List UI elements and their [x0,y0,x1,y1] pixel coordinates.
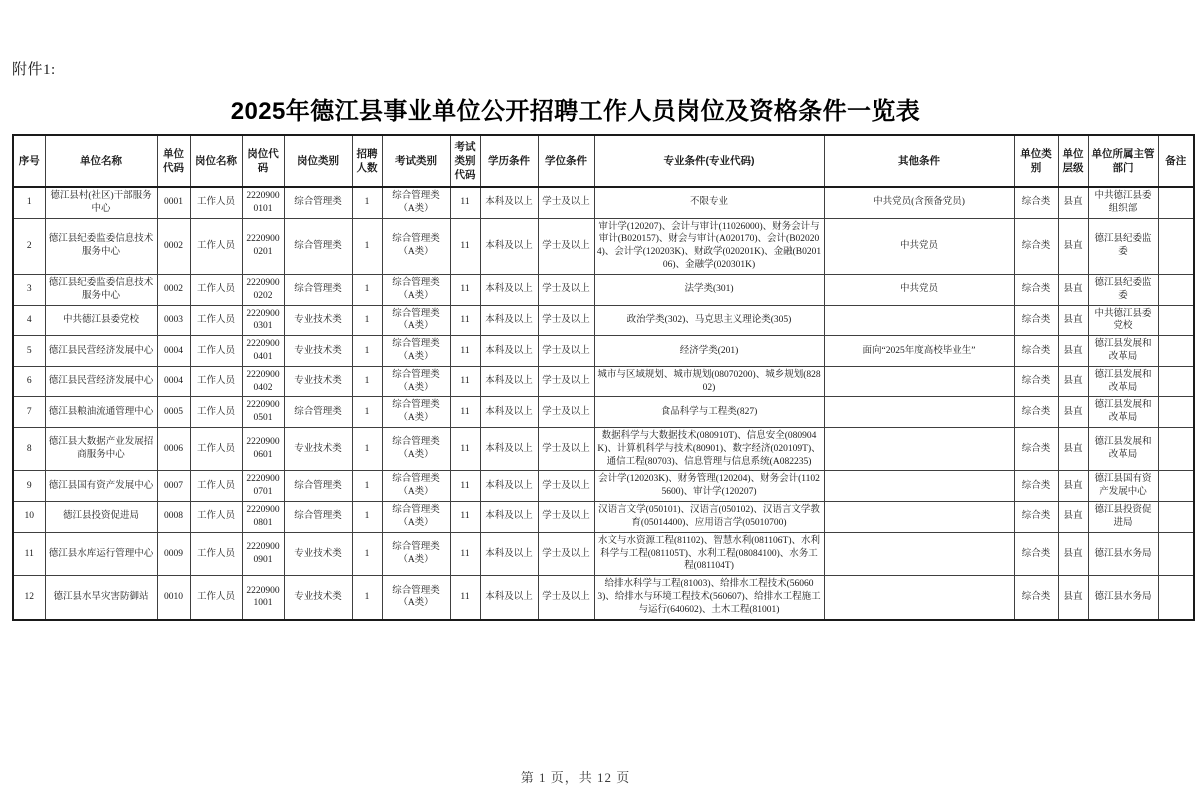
cell-exam-type: 综合管理类（A类） [382,305,450,336]
cell-post-code: 22209000401 [242,336,284,367]
col-header-major: 专业条件(专业代码) [594,135,824,187]
cell-other: 中共党员 [824,218,1014,274]
col-header-recruit-num: 招聘人数 [352,135,382,187]
table-row [13,532,1194,575]
cell-degree: 学士及以上 [538,187,594,218]
cell-education: 本科及以上 [480,366,538,397]
cell-post-name: 工作人员 [190,428,242,471]
cell-post-type: 综合管理类 [284,397,352,428]
table-row [13,218,1194,274]
cell-unit-level: 县直 [1058,428,1088,471]
cell-post-code: 22209000901 [242,532,284,575]
table-row [13,428,1194,471]
cell-dept: 德江县发展和改革局 [1088,336,1158,367]
cell-exam-type: 综合管理类（A类） [382,576,450,620]
cell-other [824,502,1014,533]
cell-post-name: 工作人员 [190,187,242,218]
cell-post-code: 22209000402 [242,366,284,397]
cell-post-code: 22209000201 [242,218,284,274]
cell-unit-name: 德江县纪委监委信息技术服务中心 [45,274,157,305]
cell-recruit-num: 1 [352,428,382,471]
cell-degree: 学士及以上 [538,305,594,336]
cell-post-name: 工作人员 [190,218,242,274]
cell-major: 给排水科学与工程(81003)、给排水工程技术(560603)、给排水与环境工程技术(560607)、给排水工程施工与运行(640602)、土木工程(81001) [594,576,824,620]
col-header-remark: 备注 [1158,135,1194,187]
cell-unit-level: 县直 [1058,305,1088,336]
cell-post-name: 工作人员 [190,502,242,533]
cell-unit-level: 县直 [1058,471,1088,502]
cell-degree: 学士及以上 [538,502,594,533]
cell-unit-type: 综合类 [1014,305,1058,336]
cell-exam-type: 综合管理类（A类） [382,471,450,502]
cell-unit-level: 县直 [1058,187,1088,218]
cell-other: 中共党员 [824,274,1014,305]
cell-recruit-num: 1 [352,532,382,575]
cell-exam-type: 综合管理类（A类） [382,366,450,397]
cell-unit-name: 德江县粮油流通管理中心 [45,397,157,428]
table-row [13,305,1194,336]
cell-exam-type: 综合管理类（A类） [382,336,450,367]
cell-unit-code: 0002 [157,274,190,305]
cell-post-name: 工作人员 [190,471,242,502]
cell-major: 经济学类(201) [594,336,824,367]
cell-seq: 10 [13,502,45,533]
col-header-unit-type: 单位类别 [1014,135,1058,187]
col-header-unit-name: 单位名称 [45,135,157,187]
cell-dept: 德江县发展和改革局 [1088,366,1158,397]
cell-post-name: 工作人员 [190,576,242,620]
cell-other: 中共党员(含预备党员) [824,187,1014,218]
cell-post-type: 综合管理类 [284,502,352,533]
cell-major: 不限专业 [594,187,824,218]
cell-unit-code: 0003 [157,305,190,336]
cell-unit-code: 0005 [157,397,190,428]
cell-post-name: 工作人员 [190,336,242,367]
cell-exam-code: 11 [450,305,480,336]
cell-post-code: 22209000601 [242,428,284,471]
cell-exam-type: 综合管理类（A类） [382,532,450,575]
cell-exam-code: 11 [450,502,480,533]
col-header-unit-level: 单位层级 [1058,135,1088,187]
cell-post-name: 工作人员 [190,305,242,336]
cell-other [824,397,1014,428]
page-footer: 第 1 页，共 12 页 [520,770,631,785]
cell-major: 会计学(120203K)、财务管理(120204)、财务会计(11025600)、审计学(120207) [594,471,824,502]
cell-unit-level: 县直 [1058,366,1088,397]
cell-unit-type: 综合类 [1014,428,1058,471]
cell-dept: 德江县国有资产发展中心 [1088,471,1158,502]
cell-dept: 德江县纪委监委 [1088,274,1158,305]
table-row [13,336,1194,367]
cell-remark [1158,274,1194,305]
col-header-unit-code: 单位代码 [157,135,190,187]
cell-dept: 德江县发展和改革局 [1088,428,1158,471]
cell-exam-type: 综合管理类（A类） [382,428,450,471]
cell-seq: 3 [13,274,45,305]
cell-unit-type: 综合类 [1014,532,1058,575]
cell-unit-level: 县直 [1058,218,1088,274]
cell-degree: 学士及以上 [538,428,594,471]
cell-remark [1158,428,1194,471]
table-row [13,471,1194,502]
cell-exam-type: 综合管理类（A类） [382,274,450,305]
cell-exam-code: 11 [450,366,480,397]
cell-seq: 4 [13,305,45,336]
cell-post-name: 工作人员 [190,274,242,305]
cell-unit-type: 综合类 [1014,218,1058,274]
cell-post-name: 工作人员 [190,532,242,575]
cell-dept: 德江县发展和改革局 [1088,397,1158,428]
table-row [13,274,1194,305]
cell-remark [1158,397,1194,428]
cell-other [824,366,1014,397]
attachment-label: 附件1: [12,62,56,78]
cell-education: 本科及以上 [480,502,538,533]
col-header-post-code: 岗位代码 [242,135,284,187]
cell-post-type: 专业技术类 [284,305,352,336]
cell-exam-code: 11 [450,397,480,428]
table-header-row [13,135,1194,187]
cell-major: 法学类(301) [594,274,824,305]
cell-unit-name: 中共德江县委党校 [45,305,157,336]
cell-remark [1158,576,1194,620]
table-row [13,397,1194,428]
cell-seq: 8 [13,428,45,471]
cell-seq: 9 [13,471,45,502]
cell-unit-name: 德江县纪委监委信息技术服务中心 [45,218,157,274]
cell-education: 本科及以上 [480,397,538,428]
cell-unit-name: 德江县水旱灾害防御站 [45,576,157,620]
cell-unit-type: 综合类 [1014,576,1058,620]
cell-unit-type: 综合类 [1014,187,1058,218]
cell-post-type: 综合管理类 [284,471,352,502]
cell-recruit-num: 1 [352,366,382,397]
cell-degree: 学士及以上 [538,218,594,274]
cell-exam-code: 11 [450,274,480,305]
cell-unit-level: 县直 [1058,397,1088,428]
col-header-seq: 序号 [13,135,45,187]
cell-major: 数据科学与大数据技术(080910T)、信息安全(080904K)、计算机科学与技术(80901)、数字经济(020109T)、通信工程(80703)、信息管理与信息系统(A082235) [594,428,824,471]
cell-major: 水文与水资源工程(81102)、智慧水利(081106T)、水利科学与工程(081105T)、水利工程(08084100)、水务工程(081104T) [594,532,824,575]
cell-post-code: 22209000801 [242,502,284,533]
cell-degree: 学士及以上 [538,397,594,428]
table-header [13,135,1194,187]
cell-seq: 7 [13,397,45,428]
cell-recruit-num: 1 [352,576,382,620]
cell-major: 城市与区域规划、城市规划(08070200)、城乡规划(82802) [594,366,824,397]
cell-degree: 学士及以上 [538,274,594,305]
cell-remark [1158,366,1194,397]
cell-exam-code: 11 [450,532,480,575]
cell-dept: 德江县投资促进局 [1088,502,1158,533]
cell-post-name: 工作人员 [190,397,242,428]
cell-recruit-num: 1 [352,502,382,533]
cell-recruit-num: 1 [352,218,382,274]
cell-post-name: 工作人员 [190,366,242,397]
cell-remark [1158,218,1194,274]
cell-unit-code: 0001 [157,187,190,218]
cell-exam-code: 11 [450,471,480,502]
cell-remark [1158,471,1194,502]
cell-unit-name: 德江县投资促进局 [45,502,157,533]
table-row [13,187,1194,218]
cell-post-code: 22209000301 [242,305,284,336]
cell-post-code: 22209001001 [242,576,284,620]
cell-degree: 学士及以上 [538,471,594,502]
col-header-dept: 单位所属主管部门 [1088,135,1158,187]
cell-unit-type: 综合类 [1014,397,1058,428]
cell-other [824,305,1014,336]
cell-seq: 1 [13,187,45,218]
cell-degree: 学士及以上 [538,336,594,367]
col-header-other: 其他条件 [824,135,1014,187]
cell-post-code: 22209000101 [242,187,284,218]
table-body [13,187,1194,620]
cell-unit-name: 德江县民营经济发展中心 [45,366,157,397]
cell-unit-code: 0002 [157,218,190,274]
table-row [13,576,1194,620]
cell-post-code: 22209000202 [242,274,284,305]
cell-education: 本科及以上 [480,336,538,367]
page-title: 2025年德江县事业单位公开招聘工作人员岗位及资格条件一览表 [230,98,921,125]
cell-unit-level: 县直 [1058,336,1088,367]
table-row [13,502,1194,533]
cell-unit-name: 德江县水库运行管理中心 [45,532,157,575]
cell-education: 本科及以上 [480,274,538,305]
cell-dept: 中共德江县委组织部 [1088,187,1158,218]
cell-unit-type: 综合类 [1014,336,1058,367]
cell-unit-name: 德江县国有资产发展中心 [45,471,157,502]
cell-unit-code: 0006 [157,428,190,471]
cell-unit-type: 综合类 [1014,471,1058,502]
table-row [13,366,1194,397]
cell-education: 本科及以上 [480,532,538,575]
cell-education: 本科及以上 [480,187,538,218]
cell-unit-name: 德江县大数据产业发展招商服务中心 [45,428,157,471]
cell-post-type: 专业技术类 [284,366,352,397]
cell-exam-code: 11 [450,428,480,471]
cell-seq: 2 [13,218,45,274]
cell-exam-type: 综合管理类（A类） [382,187,450,218]
col-header-education: 学历条件 [480,135,538,187]
cell-recruit-num: 1 [352,336,382,367]
job-listing-table [12,134,1195,621]
cell-recruit-num: 1 [352,305,382,336]
cell-major: 政治学类(302)、马克思主义理论类(305) [594,305,824,336]
cell-major: 食品科学与工程类(827) [594,397,824,428]
cell-exam-code: 11 [450,336,480,367]
cell-remark [1158,187,1194,218]
cell-other [824,471,1014,502]
cell-remark [1158,502,1194,533]
cell-exam-type: 综合管理类（A类） [382,502,450,533]
cell-other [824,532,1014,575]
cell-unit-type: 综合类 [1014,366,1058,397]
cell-unit-type: 综合类 [1014,274,1058,305]
cell-exam-code: 11 [450,218,480,274]
cell-unit-code: 0007 [157,471,190,502]
cell-other [824,428,1014,471]
cell-recruit-num: 1 [352,397,382,428]
cell-unit-level: 县直 [1058,274,1088,305]
cell-exam-code: 11 [450,576,480,620]
cell-dept: 中共德江县委党校 [1088,305,1158,336]
cell-exam-type: 综合管理类（A类） [382,397,450,428]
cell-dept: 德江县水务局 [1088,576,1158,620]
cell-unit-code: 0010 [157,576,190,620]
cell-degree: 学士及以上 [538,366,594,397]
cell-post-type: 专业技术类 [284,336,352,367]
cell-dept: 德江县纪委监委 [1088,218,1158,274]
cell-unit-name: 德江县村(社区)干部服务中心 [45,187,157,218]
cell-other [824,576,1014,620]
cell-unit-level: 县直 [1058,502,1088,533]
cell-recruit-num: 1 [352,471,382,502]
cell-seq: 6 [13,366,45,397]
cell-degree: 学士及以上 [538,532,594,575]
cell-unit-level: 县直 [1058,532,1088,575]
col-header-post-name: 岗位名称 [190,135,242,187]
cell-unit-level: 县直 [1058,576,1088,620]
cell-post-type: 专业技术类 [284,576,352,620]
cell-remark [1158,336,1194,367]
cell-exam-code: 11 [450,187,480,218]
cell-remark [1158,532,1194,575]
cell-unit-name: 德江县民营经济发展中心 [45,336,157,367]
cell-major: 汉语言文学(050101)、汉语言(050102)、汉语言文学教育(05014400)、应用语言学(05010700) [594,502,824,533]
col-header-exam-code: 考试类别代码 [450,135,480,187]
cell-education: 本科及以上 [480,576,538,620]
cell-unit-type: 综合类 [1014,502,1058,533]
col-header-post-type: 岗位类别 [284,135,352,187]
cell-dept: 德江县水务局 [1088,532,1158,575]
cell-seq: 12 [13,576,45,620]
cell-unit-code: 0009 [157,532,190,575]
cell-other: 面向“2025年度高校毕业生” [824,336,1014,367]
cell-seq: 5 [13,336,45,367]
cell-remark [1158,305,1194,336]
cell-unit-code: 0004 [157,336,190,367]
cell-seq: 11 [13,532,45,575]
cell-exam-type: 综合管理类（A类） [382,218,450,274]
cell-post-type: 专业技术类 [284,532,352,575]
cell-post-type: 综合管理类 [284,218,352,274]
cell-post-type: 综合管理类 [284,274,352,305]
cell-unit-code: 0008 [157,502,190,533]
col-header-degree: 学位条件 [538,135,594,187]
cell-education: 本科及以上 [480,428,538,471]
cell-education: 本科及以上 [480,305,538,336]
cell-post-code: 22209000501 [242,397,284,428]
cell-recruit-num: 1 [352,274,382,305]
cell-major: 审计学(120207)、会计与审计(11026000)、财务会计与审计(B020157)、财会与审计(A020170)、会计(B020204)、会计学(120203K)、财政学(020201K)、金融(B020106)、金融学(020301K) [594,218,824,274]
cell-post-code: 22209000701 [242,471,284,502]
cell-unit-code: 0004 [157,366,190,397]
cell-post-type: 综合管理类 [284,187,352,218]
cell-education: 本科及以上 [480,471,538,502]
cell-education: 本科及以上 [480,218,538,274]
cell-degree: 学士及以上 [538,576,594,620]
cell-recruit-num: 1 [352,187,382,218]
cell-post-type: 专业技术类 [284,428,352,471]
col-header-exam-type: 考试类别 [382,135,450,187]
